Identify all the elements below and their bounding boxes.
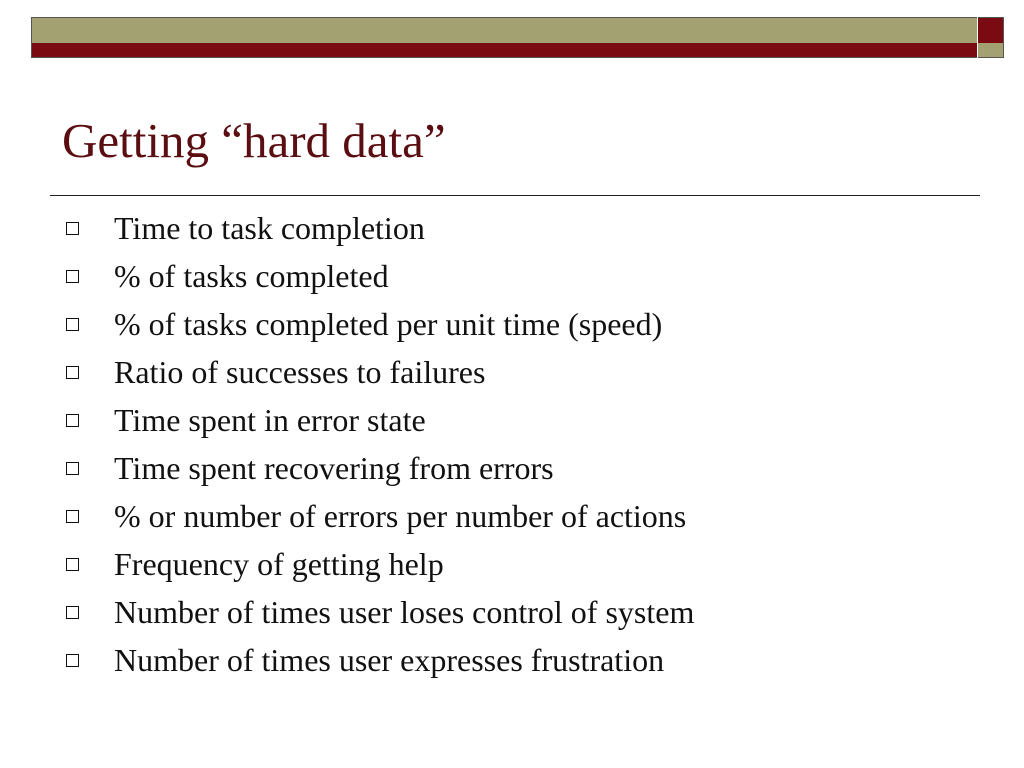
list-item-text: Number of times user loses control of system [114, 594, 695, 630]
hollow-square-bullet-icon [66, 318, 79, 331]
hollow-square-bullet-icon [66, 414, 79, 427]
list-item [66, 252, 694, 300]
list-item [66, 540, 694, 588]
list-item-text: Time spent recovering from errors [114, 450, 554, 486]
list-item-text: % or number of errors per number of actions [114, 498, 687, 534]
list-item-text: Frequency of getting help [114, 546, 444, 582]
header-olive-band [31, 17, 977, 43]
list-item-text: % of tasks completed [114, 258, 389, 294]
slide-title: Getting “hard data” [62, 113, 446, 168]
list-item [66, 300, 694, 348]
hollow-square-bullet-icon [66, 366, 79, 379]
corner-olive-square [978, 43, 1004, 58]
hollow-square-bullet-icon [66, 606, 79, 619]
header-maroon-band [31, 43, 977, 58]
list-item [66, 636, 694, 684]
hollow-square-bullet-icon [66, 270, 79, 283]
list-item [66, 444, 694, 492]
list-item-text: % of tasks completed per unit time (speed) [114, 306, 663, 342]
list-item [66, 588, 694, 636]
list-item [66, 396, 694, 444]
list-item-text: Time to task completion [114, 210, 425, 246]
list-item-text: Time spent in error state [114, 402, 426, 438]
hollow-square-bullet-icon [66, 222, 79, 235]
corner-maroon-square [978, 17, 1004, 43]
hollow-square-bullet-icon [66, 654, 79, 667]
bullet-list [66, 204, 694, 684]
hollow-square-bullet-icon [66, 510, 79, 523]
list-item-text: Ratio of successes to failures [114, 354, 486, 390]
hollow-square-bullet-icon [66, 558, 79, 571]
title-divider [50, 195, 980, 196]
list-item-text: Number of times user expresses frustration [114, 642, 665, 678]
hollow-square-bullet-icon [66, 462, 79, 475]
list-item [66, 492, 694, 540]
list-item [66, 348, 694, 396]
list-item [66, 204, 694, 252]
